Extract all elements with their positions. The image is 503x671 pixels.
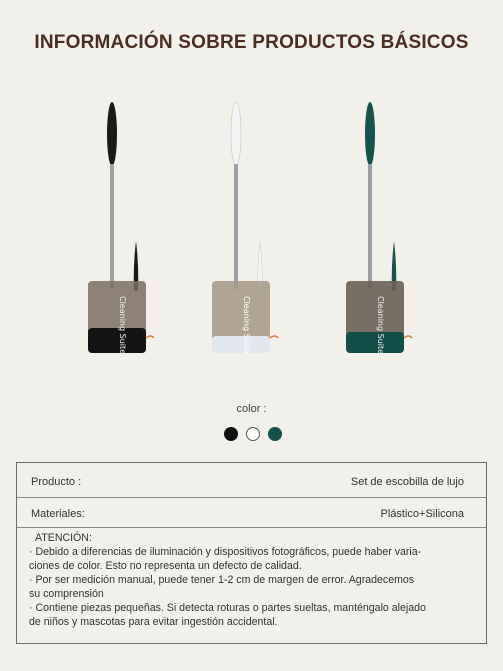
page-title: INFORMACIÓN SOBRE PRODUCTOS BÁSICOS	[34, 32, 469, 53]
product-info-table	[16, 462, 487, 644]
note-line: ciones de color. Esto no representa un defecto de calidad.	[29, 560, 302, 572]
swatch-black[interactable]	[224, 427, 238, 441]
product-label: Cleaning Suite	[242, 296, 251, 355]
product-image-black	[76, 96, 156, 366]
product-value: Set de escobilla de lujo	[350, 476, 464, 488]
attention-heading: ATENCIÓN:	[35, 532, 92, 544]
handle-top	[365, 102, 375, 166]
note-line: · Debido a diferencias de iluminación y dispositivos fotográficos, puede haber varia-	[29, 546, 422, 558]
divider	[17, 527, 486, 528]
material-value: Plástico+Silicona	[380, 508, 464, 520]
product-label: Producto :	[31, 476, 82, 488]
product-label: Cleaning Suite	[376, 296, 385, 355]
note-line: · Por ser medición manual, puede tener 1-2 cm de margen de error. Agradecemos	[29, 574, 415, 586]
product-label: Cleaning Suite	[118, 296, 127, 355]
product-gallery	[0, 96, 503, 366]
holder-base	[346, 332, 404, 353]
material-label: Materiales:	[31, 508, 85, 520]
color-swatches	[224, 427, 284, 443]
holder-base	[212, 336, 270, 353]
material-row	[17, 495, 486, 525]
note-line: su comprensión	[29, 588, 104, 600]
holder-base	[88, 328, 146, 353]
product-image-white	[200, 96, 280, 366]
note-line: de niños y mascotas para evitar ingestión accidental.	[29, 616, 278, 628]
swatch-white[interactable]	[246, 427, 260, 441]
holder-cup	[212, 281, 270, 341]
handle-top	[231, 102, 241, 166]
swatch-green[interactable]	[268, 427, 282, 441]
handle-top	[107, 102, 117, 166]
product-row	[17, 463, 486, 493]
product-image-green	[334, 96, 414, 366]
attention-notes	[29, 531, 479, 629]
note-line: · Contiene piezas pequeñas. Si detecta roturas o partes sueltas, manténgalo alejado	[29, 602, 426, 614]
color-label: color :	[236, 403, 267, 415]
